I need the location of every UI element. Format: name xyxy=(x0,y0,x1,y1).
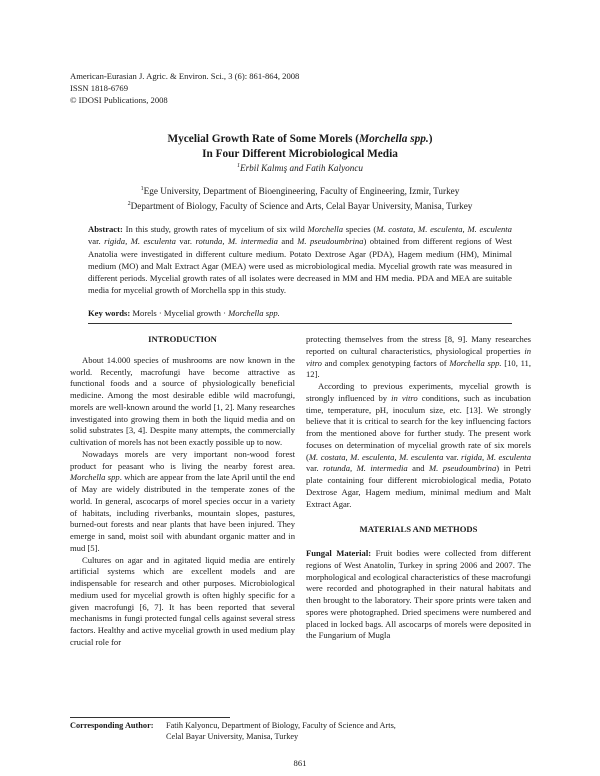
right-p2-text: var. xyxy=(306,463,324,474)
abstract-italic: M. costata, M. esculenta, M. esculenta xyxy=(376,224,512,234)
title-text-2: ) xyxy=(428,133,433,145)
right-p2-text: ) in Petri plate containing four different microbiological media, Potato Dextrose Agar, Hagem medium, minimal medium and Malt Extract Agar. xyxy=(306,463,531,509)
intro-paragraph-2 xyxy=(70,449,295,555)
right-p2-text: and xyxy=(407,463,430,474)
keywords xyxy=(88,308,512,318)
left-column xyxy=(70,334,295,649)
abstract-text: and xyxy=(277,236,298,247)
abstract-label: Abstract: xyxy=(88,224,123,234)
right-p1-text: [10, 11, 12]. xyxy=(306,357,531,380)
fungal-material-paragraph xyxy=(306,548,531,642)
right-p1-italic: Morchella spp. xyxy=(449,357,502,368)
right-paragraph-1 xyxy=(306,334,531,381)
intro-heading: INTRODUCTION xyxy=(148,334,217,344)
footer-divider xyxy=(70,717,230,718)
right-column xyxy=(306,334,531,642)
fungal-material-label: Fungal Material: xyxy=(306,548,372,558)
affil-sup-2: 2 xyxy=(127,201,131,208)
intro-p2-text: . which are appear from the late April until the end of May are widely distributed in the temperate zones of the world. In general, ascocarps of morel species occur in a variety of habitats, including riverbanks, mountain slopes, pastures, burned-out forests and near plants that have been injured. They emerge in sand, moist soil with abundant organic matter and in mud [5]. xyxy=(70,472,295,553)
right-p1-text: protecting themselves from the stress [8, 9]. Many researches reported on cultural characteristics, physiological properties xyxy=(306,334,531,356)
corresponding-author xyxy=(70,720,154,731)
affiliation-2: Department of Biology, Faculty of Science and Arts, Celal Bayar University, Manisa, Turkey xyxy=(130,201,473,212)
author-and: and xyxy=(287,163,306,174)
corresponding-line-2: Celal Bayar University, Manisa, Turkey xyxy=(166,732,299,741)
right-p2-italic: M. costata, M. esculenta, M. esculenta xyxy=(308,451,444,462)
title-line-2: In Four Different Microbiological Media xyxy=(202,148,398,160)
abstract-text: ) obtained from different regions of West Anatolia were investigated in different culture medium. Potato Dextrose Agar (PDA), Hagem medium (HM), Minimal medium (MO) and Malt Extract Agar (MEA) were used as microbiological media. Mycelial growth rate was measured in different periods. Mycelial growth rates of all isolates were decreased in MM and HM media. PDA and MEA are suitable media for mycelial growth of Morchella spp in this study. xyxy=(88,236,512,296)
right-p2-text: According to previous experiments, mycelial growth is strongly influenced by xyxy=(306,381,531,403)
author-2: Fatih Kalyoncu xyxy=(305,163,364,174)
journal-header xyxy=(70,70,299,106)
authors xyxy=(70,163,530,173)
fungal-material-text: Fruit bodies were collected from different regions of West Anatolin, Turkey in spring 2006 and 2007. The morphological and ecological characteristics of these macrofungi were recorded and photographed in their natural habitats and then brought to the laboratory. Their spore prints were taken and spores were photographed. Dried specimens were numbered and placed in locked bags. All ascocarps of morels were deposited in the Fungarium of Mugla xyxy=(306,548,531,641)
issn: ISSN 1818-6769 xyxy=(70,83,129,93)
abstract-italic: M. pseudoumbrina xyxy=(297,236,364,247)
keywords-items: Morels · Mycelial growth · xyxy=(130,308,229,318)
right-p1-italic: in vitro xyxy=(306,345,531,368)
affiliation-1: Ege University, Department of Bioengineering, Faculty of Engineering, Izmir, Turkey xyxy=(143,186,460,197)
abstract-italic: rotunda, M. intermedia xyxy=(195,236,278,247)
author-1: Erbil Kalmış xyxy=(239,163,288,174)
abstract xyxy=(88,223,512,297)
journal-citation: American-Eurasian J. Agric. & Environ. Sci., 3 (6): 861-864, 2008 xyxy=(70,71,300,81)
abstract-italic: rigida, M. esculenta xyxy=(104,236,176,247)
title-text-1: Mycelial Growth Rate of Some Morels ( xyxy=(167,133,360,145)
right-p2-italic: M. pseudoumbrina xyxy=(429,463,497,474)
corresponding-label: Corresponding Author: xyxy=(70,721,154,730)
abstract-italic: Morchella xyxy=(307,224,344,234)
paper-title xyxy=(70,132,530,162)
abstract-text: var. xyxy=(88,236,105,247)
right-p2-italic: rotunda, M. intermedia xyxy=(323,463,408,474)
affil-sup-1: 1 xyxy=(140,186,144,192)
abstract-text: In this study, growth rates of mycelium of six wild xyxy=(122,224,308,234)
affiliations xyxy=(70,183,530,213)
right-p2-text: var. xyxy=(443,451,462,462)
abstract-text: var. xyxy=(175,236,196,247)
title-italic: Morchella spp. xyxy=(359,133,429,145)
page-number: 861 xyxy=(293,758,307,768)
intro-p2-text: Nowadays morels are very important non-wood forest product for peasant who is living the nearby forest area. xyxy=(70,448,295,471)
methods-heading: MATERIALS AND METHODS xyxy=(359,524,478,535)
author-sup-1: 1 xyxy=(236,163,240,169)
abstract-text: species ( xyxy=(343,224,377,234)
intro-p2-italic: Morchella spp xyxy=(70,472,120,483)
intro-paragraph-3: Cultures on agar and in agitated liquid media are entirely artificial systems which are excellent models and are indispensable for research and other purposes. Microbiological medium used for mycelial growth is often highly specific for a given macrofungi [6, 7]. It has been reported that several mechanisms in fungi protected fungal cells against several stress factors. Healthy and active mycelial growth in used medium play crucial role for xyxy=(70,554,295,647)
keywords-label: Key words: xyxy=(88,308,131,318)
copyright: © IDOSI Publications, 2008 xyxy=(70,95,168,105)
intro-paragraph-1: About 14.000 species of mushrooms are now known in the world. Recently, macrofungi have become attractive as functional foods and a source of physiologically beneficial medicine. Among the most desirable edible wild macrofungi, morels are well-known around the world [1, 2]. Many researches investigated into growing them in both the liquid media and on solid substrates [3, 4]. Despite many attempts, the commercially cultivation of morels has not been exactly possible up to now. xyxy=(70,354,295,447)
right-p2-italic: in vitro xyxy=(391,392,418,403)
corresponding-line-1: Fatih Kalyoncu, Department of Biology, Faculty of Science and Arts, xyxy=(166,721,396,730)
keywords-italic: Morchella spp. xyxy=(228,308,280,318)
right-paragraph-2 xyxy=(306,381,531,510)
right-p1-text: and complex genotyping factors of xyxy=(321,357,450,368)
corresponding-details xyxy=(166,720,396,742)
keywords-divider xyxy=(88,323,512,324)
right-p2-text: conditions, such as incubation time, temperature, pH, inoculum size, etc. [13]. We strongly believe that it is critical to search for the key influencing factors from the mentioned above for further study. The present work focuses on determination of mycelial growth rate of six morels ( xyxy=(306,392,531,462)
right-p2-italic: rigida, M. esculenta xyxy=(461,451,531,462)
